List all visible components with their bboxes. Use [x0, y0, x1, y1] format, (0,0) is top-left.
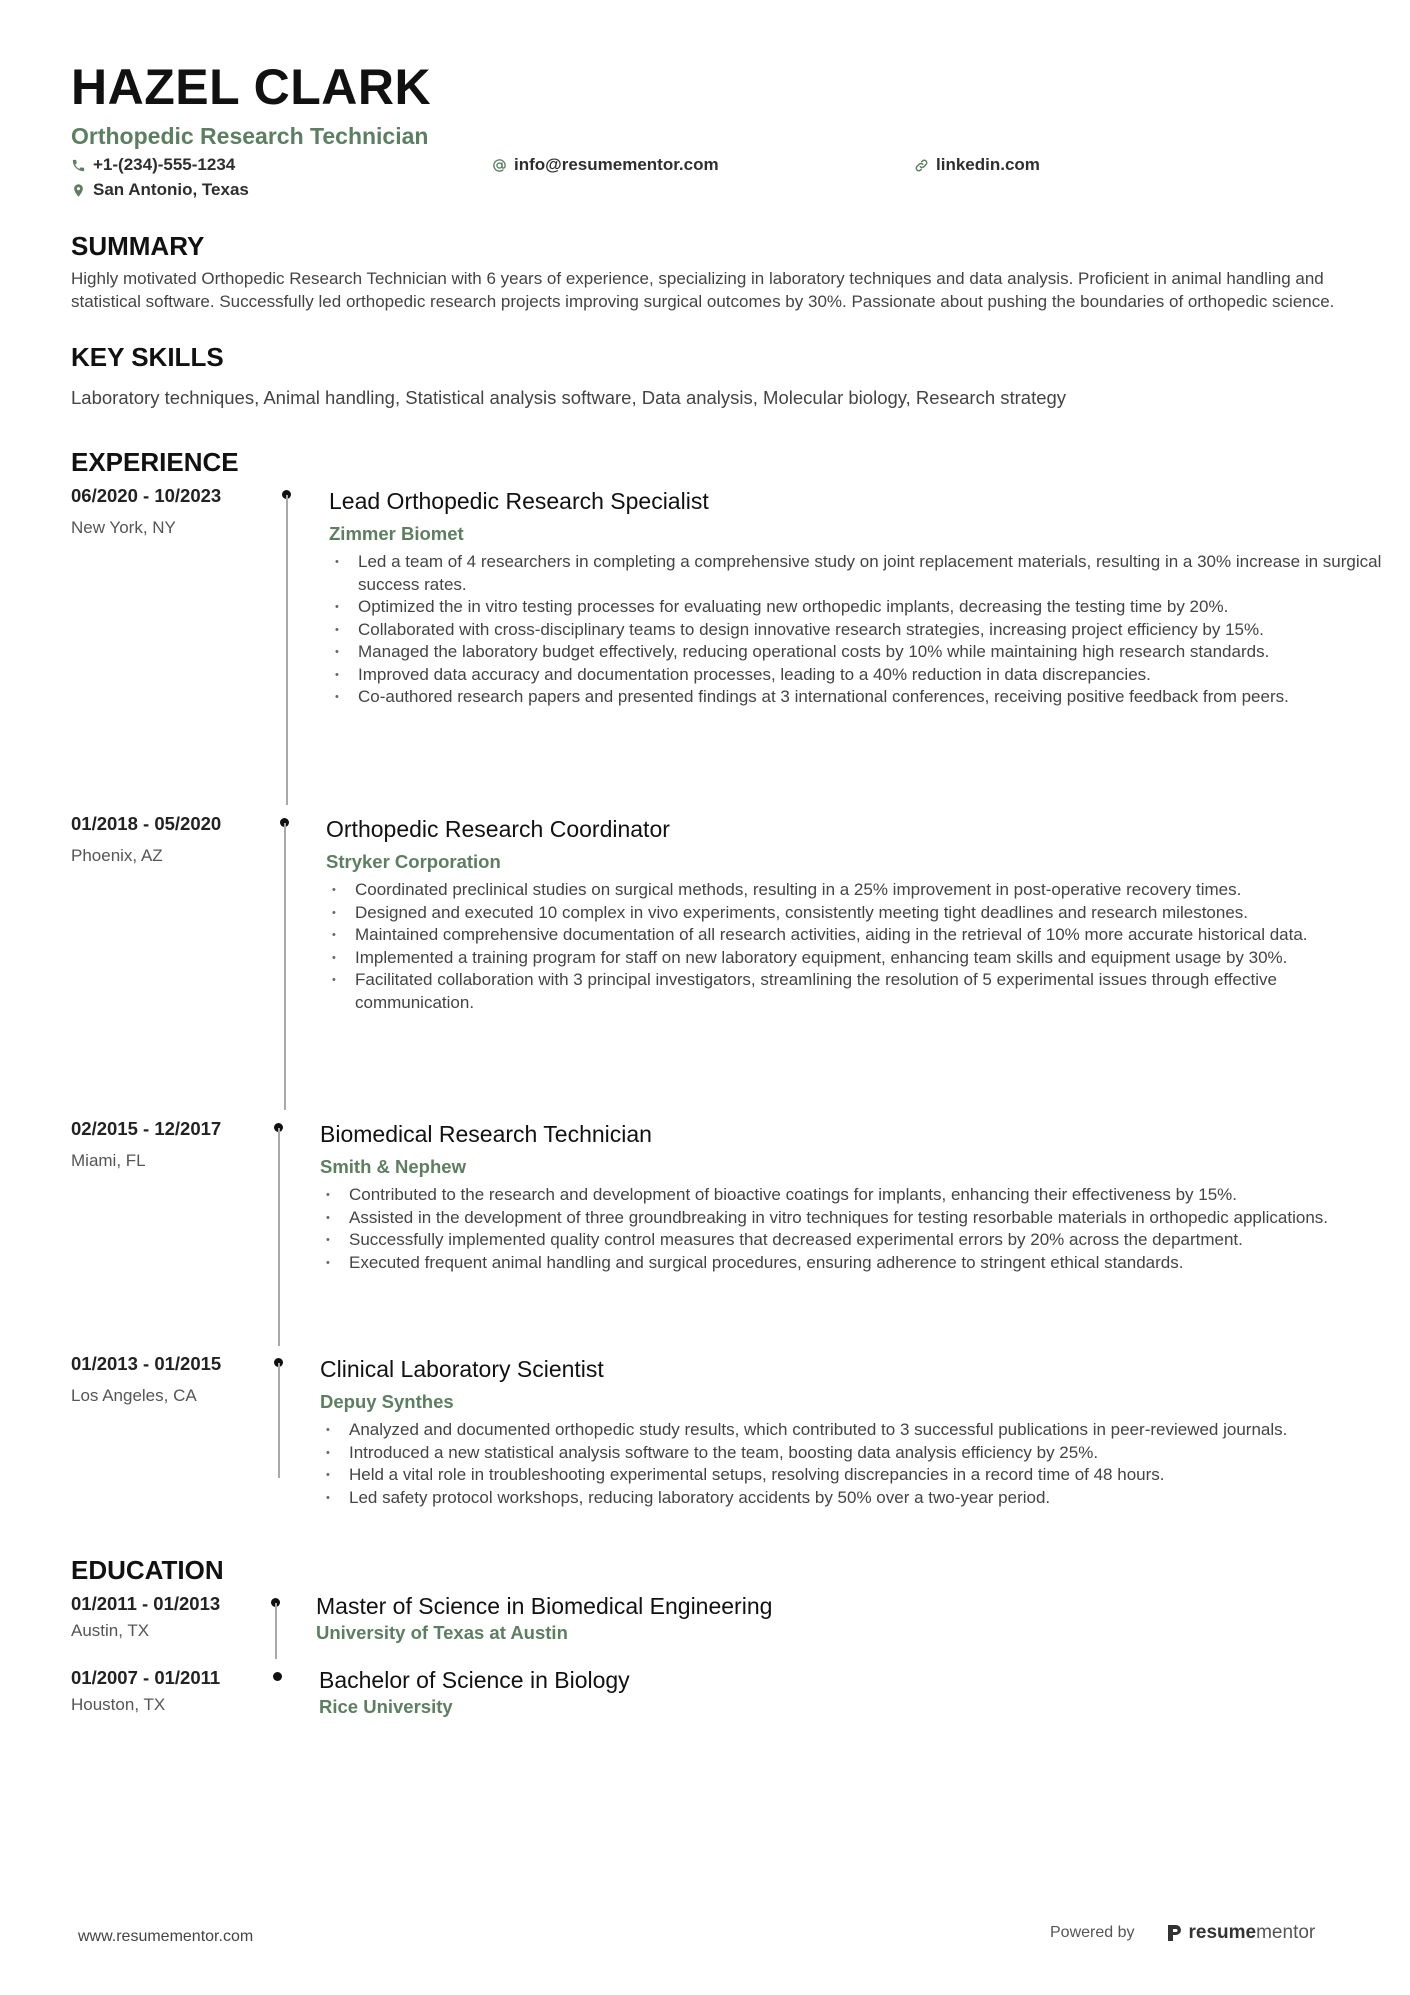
contact-linkedin[interactable] [914, 152, 1040, 178]
timeline-line [278, 1363, 280, 1478]
achievement-item: • Designed and executed 10 complex in vivo experiments, consistently meeting tight deadlines and research milestones. [326, 902, 1389, 925]
entry-location: Los Angeles, CA [71, 1386, 197, 1405]
degree-title: Bachelor of Science in Biology [319, 1667, 630, 1693]
experience-entry [71, 1352, 1351, 1552]
summary-section [71, 231, 1351, 313]
contact-email[interactable] [492, 152, 719, 178]
skills-heading: KEY SKILLS [71, 342, 224, 372]
entry-dates: 01/2013 - 01/2015 [71, 1353, 222, 1374]
summary-heading: SUMMARY [71, 231, 205, 261]
company-name: Depuy Synthes [320, 1391, 454, 1412]
achievement-item: • Assisted in the development of three groundbreaking in vitro techniques for testing resorbable materials in orthopedic applications. [320, 1207, 1389, 1230]
achievement-list [329, 551, 1389, 709]
contact-location [71, 177, 249, 203]
entry-location: Phoenix, AZ [71, 846, 163, 865]
entry-location: New York, NY [71, 518, 176, 537]
powered-by-label: Powered by [1050, 1924, 1135, 1941]
achievement-item: • Implemented a training program for staff on new laboratory equipment, enhancing team skills and equipment usage by 30%. [326, 947, 1389, 970]
job-title: Lead Orthopedic Research Specialist [329, 488, 709, 514]
phone-text: +1-(234)-555-1234 [93, 155, 236, 174]
entry-location: Miami, FL [71, 1151, 146, 1170]
email-text: info@resumementor.com [514, 155, 719, 174]
job-title: Orthopedic Research Coordinator [326, 816, 670, 842]
resumementor-logo-icon [1165, 1923, 1183, 1943]
achievement-item: • Optimized the in vitro testing processes for evaluating new orthopedic implants, decreasing the testing time by 20%. [329, 596, 1389, 619]
brand-logo[interactable] [1165, 1922, 1316, 1944]
entry-location: Austin, TX [71, 1621, 150, 1640]
education-heading: EDUCATION [71, 1555, 224, 1585]
experience-entry [71, 812, 1351, 1117]
achievement-item: • Collaborated with cross-disciplinary teams to design innovative research strategies, increasing project efficiency by 15%. [329, 619, 1389, 642]
company-name: Zimmer Biomet [329, 523, 464, 544]
location-text: San Antonio, Texas [93, 180, 249, 199]
skills-text: Laboratory techniques, Animal handling, Statistical analysis software, Data analysis, Molecular biology, Research strategy [71, 387, 1067, 408]
experience-heading: EXPERIENCE [71, 447, 239, 477]
achievement-item: • Facilitated collaboration with 3 principal investigators, streamlining the resolution of 5 experimental issues through effective communication. [326, 969, 1389, 1014]
brand-name-bold: resume [1188, 1922, 1257, 1943]
at-icon [492, 158, 507, 173]
achievement-item: • Coordinated preclinical studies on surgical methods, resulting in a 25% improvement in post-operative recovery times. [326, 879, 1389, 902]
job-title: Biomedical Research Technician [320, 1121, 652, 1147]
linkedin-text: linkedin.com [936, 155, 1040, 174]
resume-page [71, 59, 1382, 1740]
candidate-name: HAZEL CLARK [71, 59, 432, 115]
job-title: Clinical Laboratory Scientist [320, 1356, 604, 1382]
achievement-item: • Led safety protocol workshops, reducing laboratory accidents by 50% over a two-year period. [320, 1487, 1389, 1510]
achievement-list [320, 1419, 1389, 1509]
phone-icon [71, 158, 86, 173]
summary-text: Highly motivated Orthopedic Research Technician with 6 years of experience, specializing in laboratory techniques and data analysis. Proficient in animal handling and statistical software. Successfully led orthopedic research projects improving surgical outcomes by 30%. Passionate about pushing the boundaries of orthopedic science. [71, 269, 1335, 311]
contact-phone[interactable] [71, 152, 235, 178]
candidate-role: Orthopedic Research Technician [71, 123, 429, 149]
achievement-item: • Improved data accuracy and documentation processes, leading to a 40% reduction in data discrepancies. [329, 664, 1389, 687]
skills-section [71, 342, 1351, 410]
timeline-line [278, 1128, 280, 1346]
entry-location: Houston, TX [71, 1695, 166, 1714]
achievement-item: • Executed frequent animal handling and surgical procedures, ensuring adherence to stringent ethical standards. [320, 1252, 1389, 1275]
school-name: University of Texas at Austin [316, 1622, 568, 1643]
achievement-list [326, 879, 1389, 1014]
education-entry [71, 1592, 1351, 1666]
school-name: Rice University [319, 1696, 453, 1717]
company-name: Smith & Nephew [320, 1156, 466, 1177]
timeline-dot [273, 1672, 282, 1681]
experience-entry [71, 484, 1382, 812]
timeline-line [284, 823, 286, 1110]
achievement-item: • Maintained comprehensive documentation of all research activities, aiding in the retrieval of 10% more accurate historical data. [326, 924, 1389, 947]
footer-website[interactable]: www.resumementor.com [78, 1928, 254, 1945]
achievement-item: • Held a vital role in troubleshooting experimental setups, resolving discrepancies in a record time of 48 hours. [320, 1464, 1389, 1487]
achievement-item: • Led a team of 4 researchers in completing a comprehensive study on joint replacement materials, resulting in a 30% increase in surgical success rates. [329, 551, 1389, 596]
education-section [71, 1555, 1351, 1740]
achievement-item: • Contributed to the research and development of bioactive coatings for implants, enhancing their effectiveness by 15%. [320, 1184, 1389, 1207]
contact-info [71, 152, 1351, 204]
timeline-line [286, 495, 288, 805]
entry-dates: 01/2007 - 01/2011 [71, 1667, 221, 1688]
link-icon [914, 158, 929, 173]
timeline-line [275, 1603, 277, 1659]
entry-dates: 01/2018 - 05/2020 [71, 813, 222, 834]
brand-name-light: mentor [1256, 1922, 1316, 1943]
entry-dates: 06/2020 - 10/2023 [71, 485, 222, 506]
education-entry [71, 1666, 1351, 1740]
degree-title: Master of Science in Biomedical Engineering [316, 1593, 773, 1619]
achievement-item: • Introduced a new statistical analysis software to the team, boosting data analysis efficiency by 25%. [320, 1442, 1389, 1465]
entry-dates: 01/2011 - 01/2013 [71, 1593, 221, 1614]
achievement-item: • Analyzed and documented orthopedic study results, which contributed to 3 successful publications in peer-reviewed journals. [320, 1419, 1389, 1442]
experience-section [71, 447, 1382, 1552]
map-pin-icon [71, 183, 86, 198]
achievement-list [320, 1184, 1389, 1274]
company-name: Stryker Corporation [326, 851, 501, 872]
experience-entry [71, 1117, 1351, 1352]
achievement-item: • Co-authored research papers and presented findings at 3 international conferences, receiving positive feedback from peers. [329, 686, 1389, 709]
achievement-item: • Managed the laboratory budget effectively, reducing operational costs by 10% while maintaining high research standards. [329, 641, 1389, 664]
achievement-item: • Successfully implemented quality control measures that decreased experimental errors by 20% across the department. [320, 1229, 1389, 1252]
footer-branding [1050, 1922, 1315, 1944]
entry-dates: 02/2015 - 12/2017 [71, 1118, 222, 1139]
